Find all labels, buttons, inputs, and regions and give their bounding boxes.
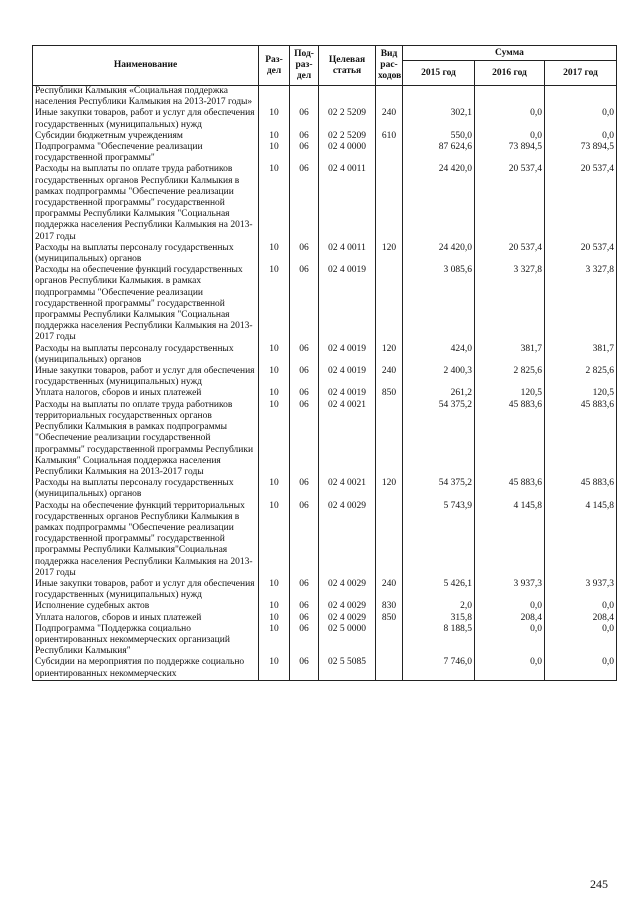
row-sum-2015: 3 085,6 (403, 265, 475, 343)
document-page (32, 45, 616, 681)
row-target-article: 02 4 0021 (319, 478, 376, 500)
table-row (33, 624, 617, 658)
row-sum-2017: 45 883,6 (545, 400, 617, 478)
row-sum-2015: 54 375,2 (403, 400, 475, 478)
row-expense-type (376, 501, 403, 579)
table-row (33, 366, 617, 388)
row-target-article: 02 4 0019 (319, 366, 376, 388)
row-sum-2015: 7 746,0 (403, 657, 475, 680)
row-section: 10 (259, 579, 290, 601)
row-name: Республики Калмыкия «Социальная поддержка населения Республики Калмыкия на 2013-2017 годы» (33, 86, 259, 109)
row-subsection: 06 (290, 657, 319, 680)
row-subsection: 06 (290, 624, 319, 658)
row-section (259, 86, 290, 109)
row-section: 10 (259, 344, 290, 366)
row-section: 10 (259, 478, 290, 500)
row-name: Иные закупки товаров, работ и услуг для обеспечения государственных (муниципальных) нужд (33, 579, 259, 601)
row-section: 10 (259, 601, 290, 612)
row-subsection: 06 (290, 579, 319, 601)
table-row (33, 265, 617, 343)
row-name: Субсидии на мероприятия по поддержке социально ориентированных некоммерческих (33, 657, 259, 680)
row-sum-2017: 208,4 (545, 613, 617, 624)
row-sum-2016: 4 145,8 (475, 501, 545, 579)
row-sum-2015: 550,0 (403, 131, 475, 142)
row-subsection: 06 (290, 400, 319, 478)
row-expense-type: 850 (376, 613, 403, 624)
row-sum-2017: 20 537,4 (545, 164, 617, 242)
page-number: 245 (590, 877, 608, 891)
row-subsection: 06 (290, 243, 319, 265)
row-sum-2017: 3 937,3 (545, 579, 617, 601)
table-row (33, 400, 617, 478)
row-expense-type: 120 (376, 478, 403, 500)
row-subsection: 06 (290, 388, 319, 399)
row-sum-2015: 54 375,2 (403, 478, 475, 500)
row-sum-2016: 0,0 (475, 108, 545, 130)
row-expense-type: 240 (376, 366, 403, 388)
row-subsection: 06 (290, 501, 319, 579)
row-sum-2016: 208,4 (475, 613, 545, 624)
row-target-article: 02 2 5209 (319, 108, 376, 130)
row-sum-2017: 0,0 (545, 601, 617, 612)
header-sum: Сумма (403, 46, 617, 61)
row-subsection: 06 (290, 613, 319, 624)
table-row (33, 501, 617, 579)
row-name: Расходы на выплаты персоналу государственных (муниципальных) органов (33, 344, 259, 366)
row-section: 10 (259, 501, 290, 579)
row-section: 10 (259, 657, 290, 680)
row-section: 10 (259, 243, 290, 265)
row-target-article: 02 5 5085 (319, 657, 376, 680)
row-subsection: 06 (290, 164, 319, 242)
row-expense-type (376, 86, 403, 109)
row-sum-2015: 2 400,3 (403, 366, 475, 388)
row-sum-2015: 24 420,0 (403, 164, 475, 242)
header-target-article: Целевая статья (319, 46, 376, 86)
header-name: Наименование (33, 46, 259, 86)
row-name: Уплата налогов, сборов и иных платежей (33, 388, 259, 399)
row-sum-2017: 3 327,8 (545, 265, 617, 343)
row-sum-2016: 120,5 (475, 388, 545, 399)
row-expense-type: 240 (376, 108, 403, 130)
table-row (33, 108, 617, 130)
row-sum-2016: 0,0 (475, 624, 545, 658)
row-target-article: 02 4 0011 (319, 164, 376, 242)
row-sum-2016 (475, 86, 545, 109)
row-section: 10 (259, 388, 290, 399)
row-subsection: 06 (290, 265, 319, 343)
row-expense-type: 850 (376, 388, 403, 399)
row-target-article (319, 86, 376, 109)
row-section: 10 (259, 142, 290, 164)
row-target-article: 02 4 0029 (319, 601, 376, 612)
row-sum-2017: 0,0 (545, 108, 617, 130)
row-sum-2015: 87 624,6 (403, 142, 475, 164)
row-subsection: 06 (290, 108, 319, 130)
row-section: 10 (259, 366, 290, 388)
row-sum-2016: 20 537,4 (475, 164, 545, 242)
row-name: Расходы на обеспечение функций территориальных государственных органов Республики Калмыкия в рамках подпрограммы "Обеспечение реализации государственной программы" государственной программы Республики Калмыкия"Социальная поддержка населения Республики Калмыкия на 2013-2017 годы (33, 501, 259, 579)
row-sum-2015: 24 420,0 (403, 243, 475, 265)
row-target-article: 02 4 0019 (319, 265, 376, 343)
row-name: Субсидии бюджетным учреждениям (33, 131, 259, 142)
row-sum-2015: 302,1 (403, 108, 475, 130)
row-sum-2017: 2 825,6 (545, 366, 617, 388)
header-subsection: Под- раз- дел (290, 46, 319, 86)
row-subsection: 06 (290, 344, 319, 366)
row-target-article: 02 4 0021 (319, 400, 376, 478)
row-target-article: 02 2 5209 (319, 131, 376, 142)
row-sum-2017 (545, 86, 617, 109)
row-target-article: 02 4 0011 (319, 243, 376, 265)
row-expense-type: 120 (376, 344, 403, 366)
header-expense-type: Вид рас- ходов (376, 46, 403, 86)
row-name: Уплата налогов, сборов и иных платежей (33, 613, 259, 624)
header-section: Раз- дел (259, 46, 290, 86)
row-section: 10 (259, 400, 290, 478)
row-name: Исполнение судебных актов (33, 601, 259, 612)
row-subsection: 06 (290, 366, 319, 388)
table-row (33, 657, 617, 680)
row-expense-type (376, 657, 403, 680)
row-expense-type: 830 (376, 601, 403, 612)
row-sum-2017: 0,0 (545, 657, 617, 680)
row-sum-2017: 4 145,8 (545, 501, 617, 579)
row-target-article: 02 4 0029 (319, 501, 376, 579)
table-row (33, 344, 617, 366)
row-section: 10 (259, 265, 290, 343)
row-sum-2016: 2 825,6 (475, 366, 545, 388)
row-sum-2015: 8 188,5 (403, 624, 475, 658)
row-sum-2017: 0,0 (545, 624, 617, 658)
row-sum-2016: 20 537,4 (475, 243, 545, 265)
row-expense-type (376, 142, 403, 164)
row-sum-2017: 20 537,4 (545, 243, 617, 265)
row-subsection: 06 (290, 142, 319, 164)
table-row (33, 131, 617, 142)
row-section: 10 (259, 613, 290, 624)
row-target-article: 02 5 0000 (319, 624, 376, 658)
table-body (33, 86, 617, 681)
table-row (33, 243, 617, 265)
row-target-article: 02 4 0029 (319, 579, 376, 601)
row-section: 10 (259, 108, 290, 130)
row-section: 10 (259, 624, 290, 658)
table-row (33, 142, 617, 164)
row-sum-2015: 315,8 (403, 613, 475, 624)
row-subsection: 06 (290, 131, 319, 142)
row-expense-type: 610 (376, 131, 403, 142)
row-sum-2016: 381,7 (475, 344, 545, 366)
row-subsection: 06 (290, 478, 319, 500)
row-sum-2016: 0,0 (475, 131, 545, 142)
header-year-2015: 2015 год (403, 61, 475, 86)
row-name: Расходы на выплаты персоналу государственных (муниципальных) органов (33, 243, 259, 265)
table-row (33, 601, 617, 612)
row-sum-2016: 73 894,5 (475, 142, 545, 164)
row-target-article: 02 4 0000 (319, 142, 376, 164)
row-expense-type (376, 400, 403, 478)
row-section: 10 (259, 164, 290, 242)
row-sum-2017: 120,5 (545, 388, 617, 399)
row-sum-2016: 3 327,8 (475, 265, 545, 343)
row-target-article: 02 4 0029 (319, 613, 376, 624)
row-name: Иные закупки товаров, работ и услуг для обеспечения государственных (муниципальных) нужд (33, 108, 259, 130)
row-name: Подпрограмма "Поддержка социально ориентированных некоммерческих организаций Республики Калмыкия" (33, 624, 259, 658)
table-row (33, 478, 617, 500)
row-sum-2015: 261,2 (403, 388, 475, 399)
row-name: Расходы на обеспечение функций государственных органов Республики Калмыкия. в рамках подпрограммы "Обеспечение реализации государственной программы" государственной программы Республики Калмыкия "Социальная поддержка населения Республики Калмыкия на 2013-2017 годы (33, 265, 259, 343)
row-expense-type (376, 265, 403, 343)
row-sum-2016: 45 883,6 (475, 478, 545, 500)
row-section: 10 (259, 131, 290, 142)
row-name: Расходы на выплаты персоналу государственных (муниципальных) органов (33, 478, 259, 500)
row-sum-2016: 0,0 (475, 601, 545, 612)
row-expense-type (376, 164, 403, 242)
row-name: Расходы на выплаты по оплате труда работников государственных органов Республики Калмыкия в рамках подпрограммы "Обеспечение реализации государственной программы" государственной программы Республики Калмыкия "Социальная поддержка населения Республики Калмыкия на 2013-2017 годы (33, 164, 259, 242)
row-target-article: 02 4 0019 (319, 388, 376, 399)
row-sum-2016: 0,0 (475, 657, 545, 680)
header-year-2017: 2017 год (545, 61, 617, 86)
row-sum-2017: 0,0 (545, 131, 617, 142)
row-subsection (290, 86, 319, 109)
row-sum-2015: 2,0 (403, 601, 475, 612)
row-sum-2015 (403, 86, 475, 109)
row-name: Иные закупки товаров, работ и услуг для обеспечения государственных (муниципальных) нужд (33, 366, 259, 388)
row-sum-2016: 45 883,6 (475, 400, 545, 478)
table-row (33, 579, 617, 601)
budget-table (32, 45, 617, 681)
header-year-2016: 2016 год (475, 61, 545, 86)
row-sum-2017: 381,7 (545, 344, 617, 366)
row-expense-type: 240 (376, 579, 403, 601)
table-row (33, 164, 617, 242)
table-row (33, 388, 617, 399)
row-sum-2016: 3 937,3 (475, 579, 545, 601)
row-sum-2015: 5 743,9 (403, 501, 475, 579)
row-sum-2015: 424,0 (403, 344, 475, 366)
row-sum-2017: 45 883,6 (545, 478, 617, 500)
row-name: Подпрограмма "Обеспечение реализации государственной программы" (33, 142, 259, 164)
row-subsection: 06 (290, 601, 319, 612)
row-name: Расходы на выплаты по оплате труда работников территориальных государственных органов Республики Калмыкия в рамках подпрограммы "Обеспечение реализации государственной программы" государственной программы Республики Калмыкия" Социальная поддержка населения Республики Калмыкия на 2013-2017 годы (33, 400, 259, 478)
row-sum-2015: 5 426,1 (403, 579, 475, 601)
table-row (33, 86, 617, 109)
row-expense-type (376, 624, 403, 658)
table-row (33, 613, 617, 624)
row-expense-type: 120 (376, 243, 403, 265)
row-sum-2017: 73 894,5 (545, 142, 617, 164)
row-target-article: 02 4 0019 (319, 344, 376, 366)
